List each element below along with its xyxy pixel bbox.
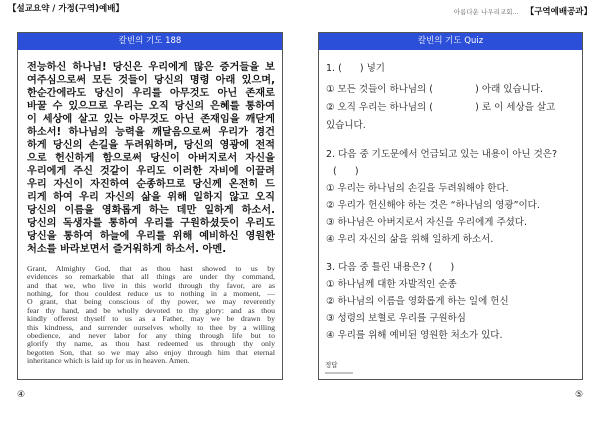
answer-key-label: 정답 <box>325 360 338 369</box>
quiz-question-2: 2. 다음 중 기도문에서 언급되고 있는 내용이 아닌 것은? <box>326 149 557 160</box>
prayer-english-line: inheritance which is laid up for us in heaven. Amen. <box>27 356 190 366</box>
quiz-3-option: ② 하나님의 이름을 영화롭게 하는 일에 헌신 <box>326 296 509 307</box>
prayer-korean-line: 하소서! 하나님의 능력을 깨달음으로써 우리가 경건 <box>27 126 275 138</box>
prayer-korean-line: 바꿀 수 있으므로 우리는 오직 당신의 은혜를 통하여 <box>27 100 275 112</box>
prayer-korean-line: 당신의 독생자를 통하여 우리를 구원하셨듯이 우리도 <box>27 217 275 229</box>
answer-key-faint-text <box>325 372 353 374</box>
quiz-3-option: ④ 우리를 위해 예비된 영원한 처소가 있다. <box>326 330 503 341</box>
prayer-english-text <box>27 265 275 366</box>
prayer-english-line: nothing, for thou couldest reduce us to nothing in a moment, — <box>27 288 275 298</box>
quiz-2-option: ① 우리는 하나님의 손길을 두려워해야 한다. <box>326 183 509 194</box>
prayer-korean-line: 여주심으로써 모든 것들이 당신의 명령 아래 있으며, <box>27 74 275 86</box>
prayer-english-line: begotten Son, that so we may also enjoy through him that eternal <box>27 347 275 357</box>
header-church-name: 아름다운 나우리교회... <box>453 8 519 16</box>
prayer-korean-line: 우리 자신이 자진하여 순종하므로 당신께 온전히 드 <box>27 178 275 190</box>
prayer-english-line: obedience, and never labor for any thing through life but to <box>27 330 275 340</box>
quiz-3-option: ③ 성령의 보혈로 우리를 구원하심 <box>326 313 466 324</box>
header-lesson-label: 【구역예배공과】 <box>525 7 592 17</box>
prayer-english-line: glorify thy name, as thou hast redeemed us through thy only <box>27 339 275 349</box>
prayer-korean-text <box>27 61 275 256</box>
header-right <box>454 3 592 18</box>
quiz-3-option: ① 하나님께 대한 자발적인 순종 <box>326 279 457 290</box>
quiz-question-3: 3. 다음 중 틀린 내용은? ( ) <box>326 262 455 273</box>
prayer-english-line: and that we, who live in this world through thy favor, are as <box>27 280 275 290</box>
page-number-left: ④ <box>17 390 26 400</box>
quiz-2-option: ② 우리가 헌신해야 하는 것은 “하나님의 영광”이다. <box>326 200 540 211</box>
page-number-right: ⑤ <box>575 390 584 400</box>
prayer-english-line: this kindness, and surrender ourselves wholly to thee by a willing <box>27 322 275 332</box>
prayer-korean-line: 처소를 바라보면서 즐거워하게 하소서. 아멘. <box>27 243 227 255</box>
prayer-korean-line: 당신을 통하여 하늘에 우리를 위해 예비하신 영원한 <box>27 230 275 242</box>
prayer-korean-line: 으로 헌신하게 함으로써 당신이 아버지로서 자신을 <box>27 152 275 164</box>
prayer-english-line: fear thy hand, and be wholly devoted to thy glory: and as thou <box>27 305 275 315</box>
quiz-title-bar: 칼빈의 기도 Quiz <box>319 33 582 50</box>
quiz-question-1: 1. ( ) 넣기 <box>326 63 385 74</box>
quiz-1-item: ① 모든 것들이 하나님의 ( ) 아래 있습니다. <box>326 84 543 95</box>
prayer-english-line: Grant, Almighty God, that as thou hast showed to us by <box>27 263 275 273</box>
prayer-korean-line: 이 세상에 살고 있는 아무것도 아닌 존재임을 깨닫게 <box>27 113 275 125</box>
header-section-label: 【설교요약 / 가정(구역)예배】 <box>8 4 124 14</box>
prayer-korean-line: 우리에게 주신 것같이 우리도 이러한 자비에 이끌려 <box>27 165 275 177</box>
prayer-korean-line: 하게 당신의 손길을 두려워하며, 당신의 영광에 전적 <box>27 139 275 151</box>
prayer-korean-line: 리게 하여 우리 자신의 삶을 위해 일하지 않고 오직 <box>27 191 275 203</box>
quiz-2-answer-blank: ( ) <box>333 166 359 177</box>
quiz-2-option: ④ 우리 자신의 삶을 위해 일하게 하소서. <box>326 234 494 245</box>
prayer-title-bar: 칼빈의 기도 188 <box>18 33 282 50</box>
prayer-korean-line: 당신의 이름을 영화롭게 하는 데만 일하게 하소서. <box>27 204 275 216</box>
prayer-korean-line: 전능하신 하나님! 당신은 우리에게 많은 증거들을 보 <box>27 61 275 73</box>
quiz-1-item-continuation: 있습니다. <box>326 120 366 131</box>
quiz-2-option: ③ 하나님은 아버지로서 자신을 우리에게 주셨다. <box>326 217 527 228</box>
quiz-1-item: ② 오직 우리는 하나님의 ( ) 로 이 세상을 살고 <box>326 102 556 113</box>
prayer-english-line: evidences so remarkable that all things are under thy command, <box>27 272 275 282</box>
right-page <box>318 32 583 380</box>
left-page <box>17 32 283 380</box>
prayer-korean-line: 한순간에라도 당신이 우리를 아무것도 아닌 존재로 <box>27 87 275 99</box>
prayer-english-line: O grant, that being conscious of thy power, we may reverently <box>27 297 275 307</box>
prayer-english-line: kindly offerest thyself to us as a Father, may we be drawn by <box>27 314 275 324</box>
